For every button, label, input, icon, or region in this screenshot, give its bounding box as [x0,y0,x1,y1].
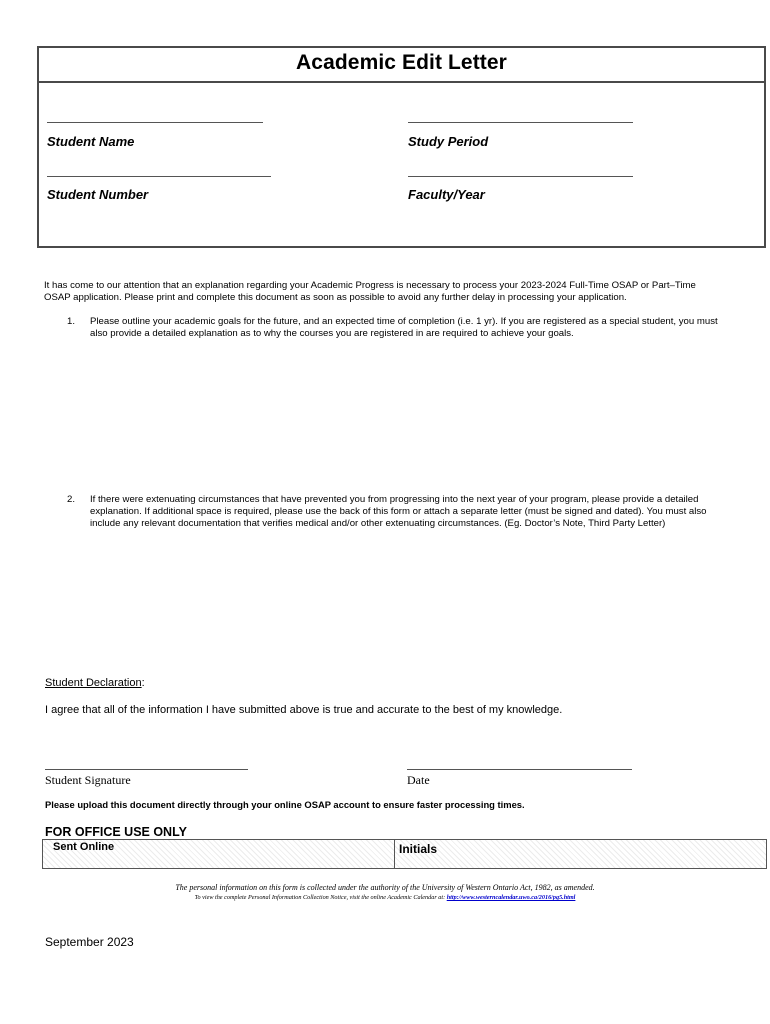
privacy-line-2-prefix: To view the complete Personal Information Collection Notice, visit the online Academic Calendar at: [194,894,446,901]
declaration-heading-row [45,677,145,689]
item-1-number: 1. [67,316,76,327]
study-period-label: Study Period [408,134,489,149]
faculty-year-line[interactable] [408,176,633,177]
office-use-table [42,839,767,869]
office-use-heading: FOR OFFICE USE ONLY [45,825,187,839]
date-label: Date [407,773,430,787]
student-signature-label: Student Signature [45,773,131,787]
item-2-number: 2. [67,494,76,505]
initials-cell: Initials [399,842,438,856]
item-1-answer-area[interactable] [90,345,718,485]
item-1-text: Please outline your academic goals for the future, and an expected time of completion (i.e. 1 yr). If you are registered as a special student, you must also provide a detailed explanation as to why the courses you are registered in are required to achieve your goals. [90,316,718,339]
date-line[interactable] [407,769,632,770]
study-period-line[interactable] [408,122,633,123]
item-2-text: If there were extenuating circumstances that have prevented you from progressing into the next year of your program, please provide a detailed explanation. If additional space is required, please use the back of this form or attach a separate letter (must be signed and dated). You must also include any relevant documentation that verifies medical and/or other extenuating circumstances. (Eg. Doctor’s Note, Third Party Letter) [90,494,707,529]
title-row [39,48,764,83]
office-table-divider [394,840,395,868]
student-info-box [37,46,766,248]
footer-date: September 2023 [45,935,134,949]
privacy-line-1: The personal information on this form is collected under the authority of the University of Western Ontario Act, 1982, as amended. [175,883,595,892]
student-name-line[interactable] [47,122,263,123]
declaration-heading: Student Declaration [45,677,142,689]
sent-online-cell: Sent Online [53,841,115,853]
privacy-line-2 [0,894,770,901]
student-signature-line[interactable] [45,769,248,770]
declaration-text: I agree that all of the information I have submitted above is true and accurate to the best of my knowledge. [45,704,563,716]
intro-paragraph: It has come to our attention that an explanation regarding your Academic Progress is necessary to process your 2023-2024 Full-Time OSAP or Part–Time OSAP application. Please print and complete this document as soon as possible to avoid any further delay in processing your application. [44,280,696,303]
student-number-line[interactable] [47,176,271,177]
upload-note: Please upload this document directly through your online OSAP account to ensure faster processing times. [45,799,525,810]
academic-calendar-link[interactable]: http://www.westerncalendar.uwo.ca/2016/pg5.html [446,894,576,901]
student-number-label: Student Number [47,187,149,202]
faculty-year-label: Faculty/Year [408,187,485,202]
declaration-colon: : [141,677,145,689]
page-title: Academic Edit Letter [296,51,507,74]
item-2-answer-area[interactable] [90,548,730,668]
student-name-label: Student Name [47,134,135,149]
